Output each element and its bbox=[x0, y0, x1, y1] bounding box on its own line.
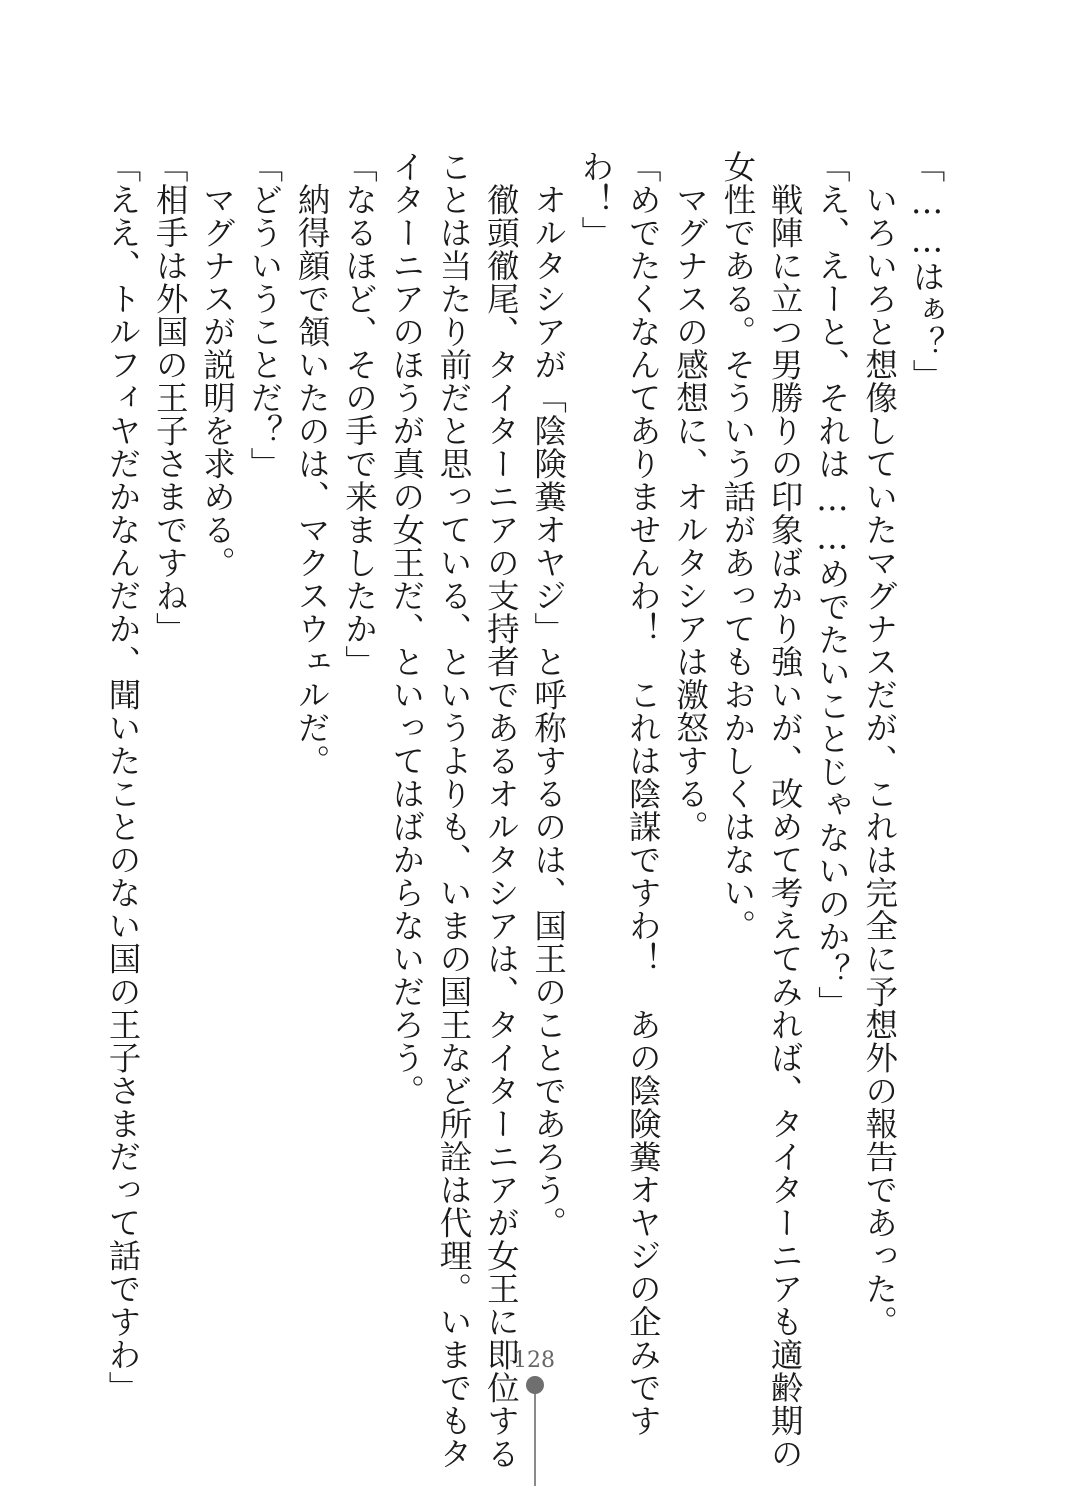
text-line: 「めでたくなんてありませんわ！ これは陰謀ですわ！ あの陰険糞オヤジの企みです bbox=[624, 150, 663, 1437]
text-line: 「……はぁ？」 bbox=[908, 150, 946, 392]
text-line: オルタシアが「陰険糞オヤジ」と呼称するのは、国王のことであろう。 bbox=[529, 150, 568, 1239]
text-line: 女性である。そういう話があってもおかしくはない。 bbox=[718, 150, 757, 942]
text-line: ことは当たり前だと思っている、というよりも、いまの国王など所詮は代理。いまでもタ bbox=[435, 150, 474, 1470]
text-line: 徹頭徹尾、タイターニアの支持者であるオルタシアは、タイターニアが女王に即位する bbox=[482, 150, 521, 1470]
text-line: マグナスの感想に、オルタシアは激怒する。 bbox=[671, 150, 710, 843]
text-line: 「相手は外国の王子さまですね」 bbox=[151, 150, 190, 645]
text-line: 納得顔で頷いたのは、マクスウェルだ。 bbox=[293, 150, 332, 777]
text-line: マグナスが説明を求める。 bbox=[198, 150, 237, 579]
text-line: いろいろと想像していたマグナスだが、これは完全に予想外の報告であった。 bbox=[860, 150, 899, 1338]
text-line: 「なるほど、その手で来ましたか」 bbox=[340, 150, 379, 678]
text-line: 「え、えーと、それは……めでたいことじゃないのか？」 bbox=[813, 150, 852, 1019]
text-line: わ！」 bbox=[576, 150, 615, 249]
text-line: 「どういうことだ？」 bbox=[245, 150, 284, 480]
text-line: 「ええ、トルフィヤだかなんだか、聞いたことのない国の王子さまだって話ですわ」 bbox=[103, 150, 142, 1404]
page-marker-dot bbox=[526, 1376, 544, 1394]
text-line: イターニアのほうが真の女王だ、といってはばからないだろう。 bbox=[387, 150, 426, 1107]
text-line: 戦陣に立つ男勝りの印象ばかり強いが、改めて考えてみれば、タイターニアも適齢期の bbox=[766, 150, 805, 1470]
page-number: 128 bbox=[513, 1348, 555, 1373]
